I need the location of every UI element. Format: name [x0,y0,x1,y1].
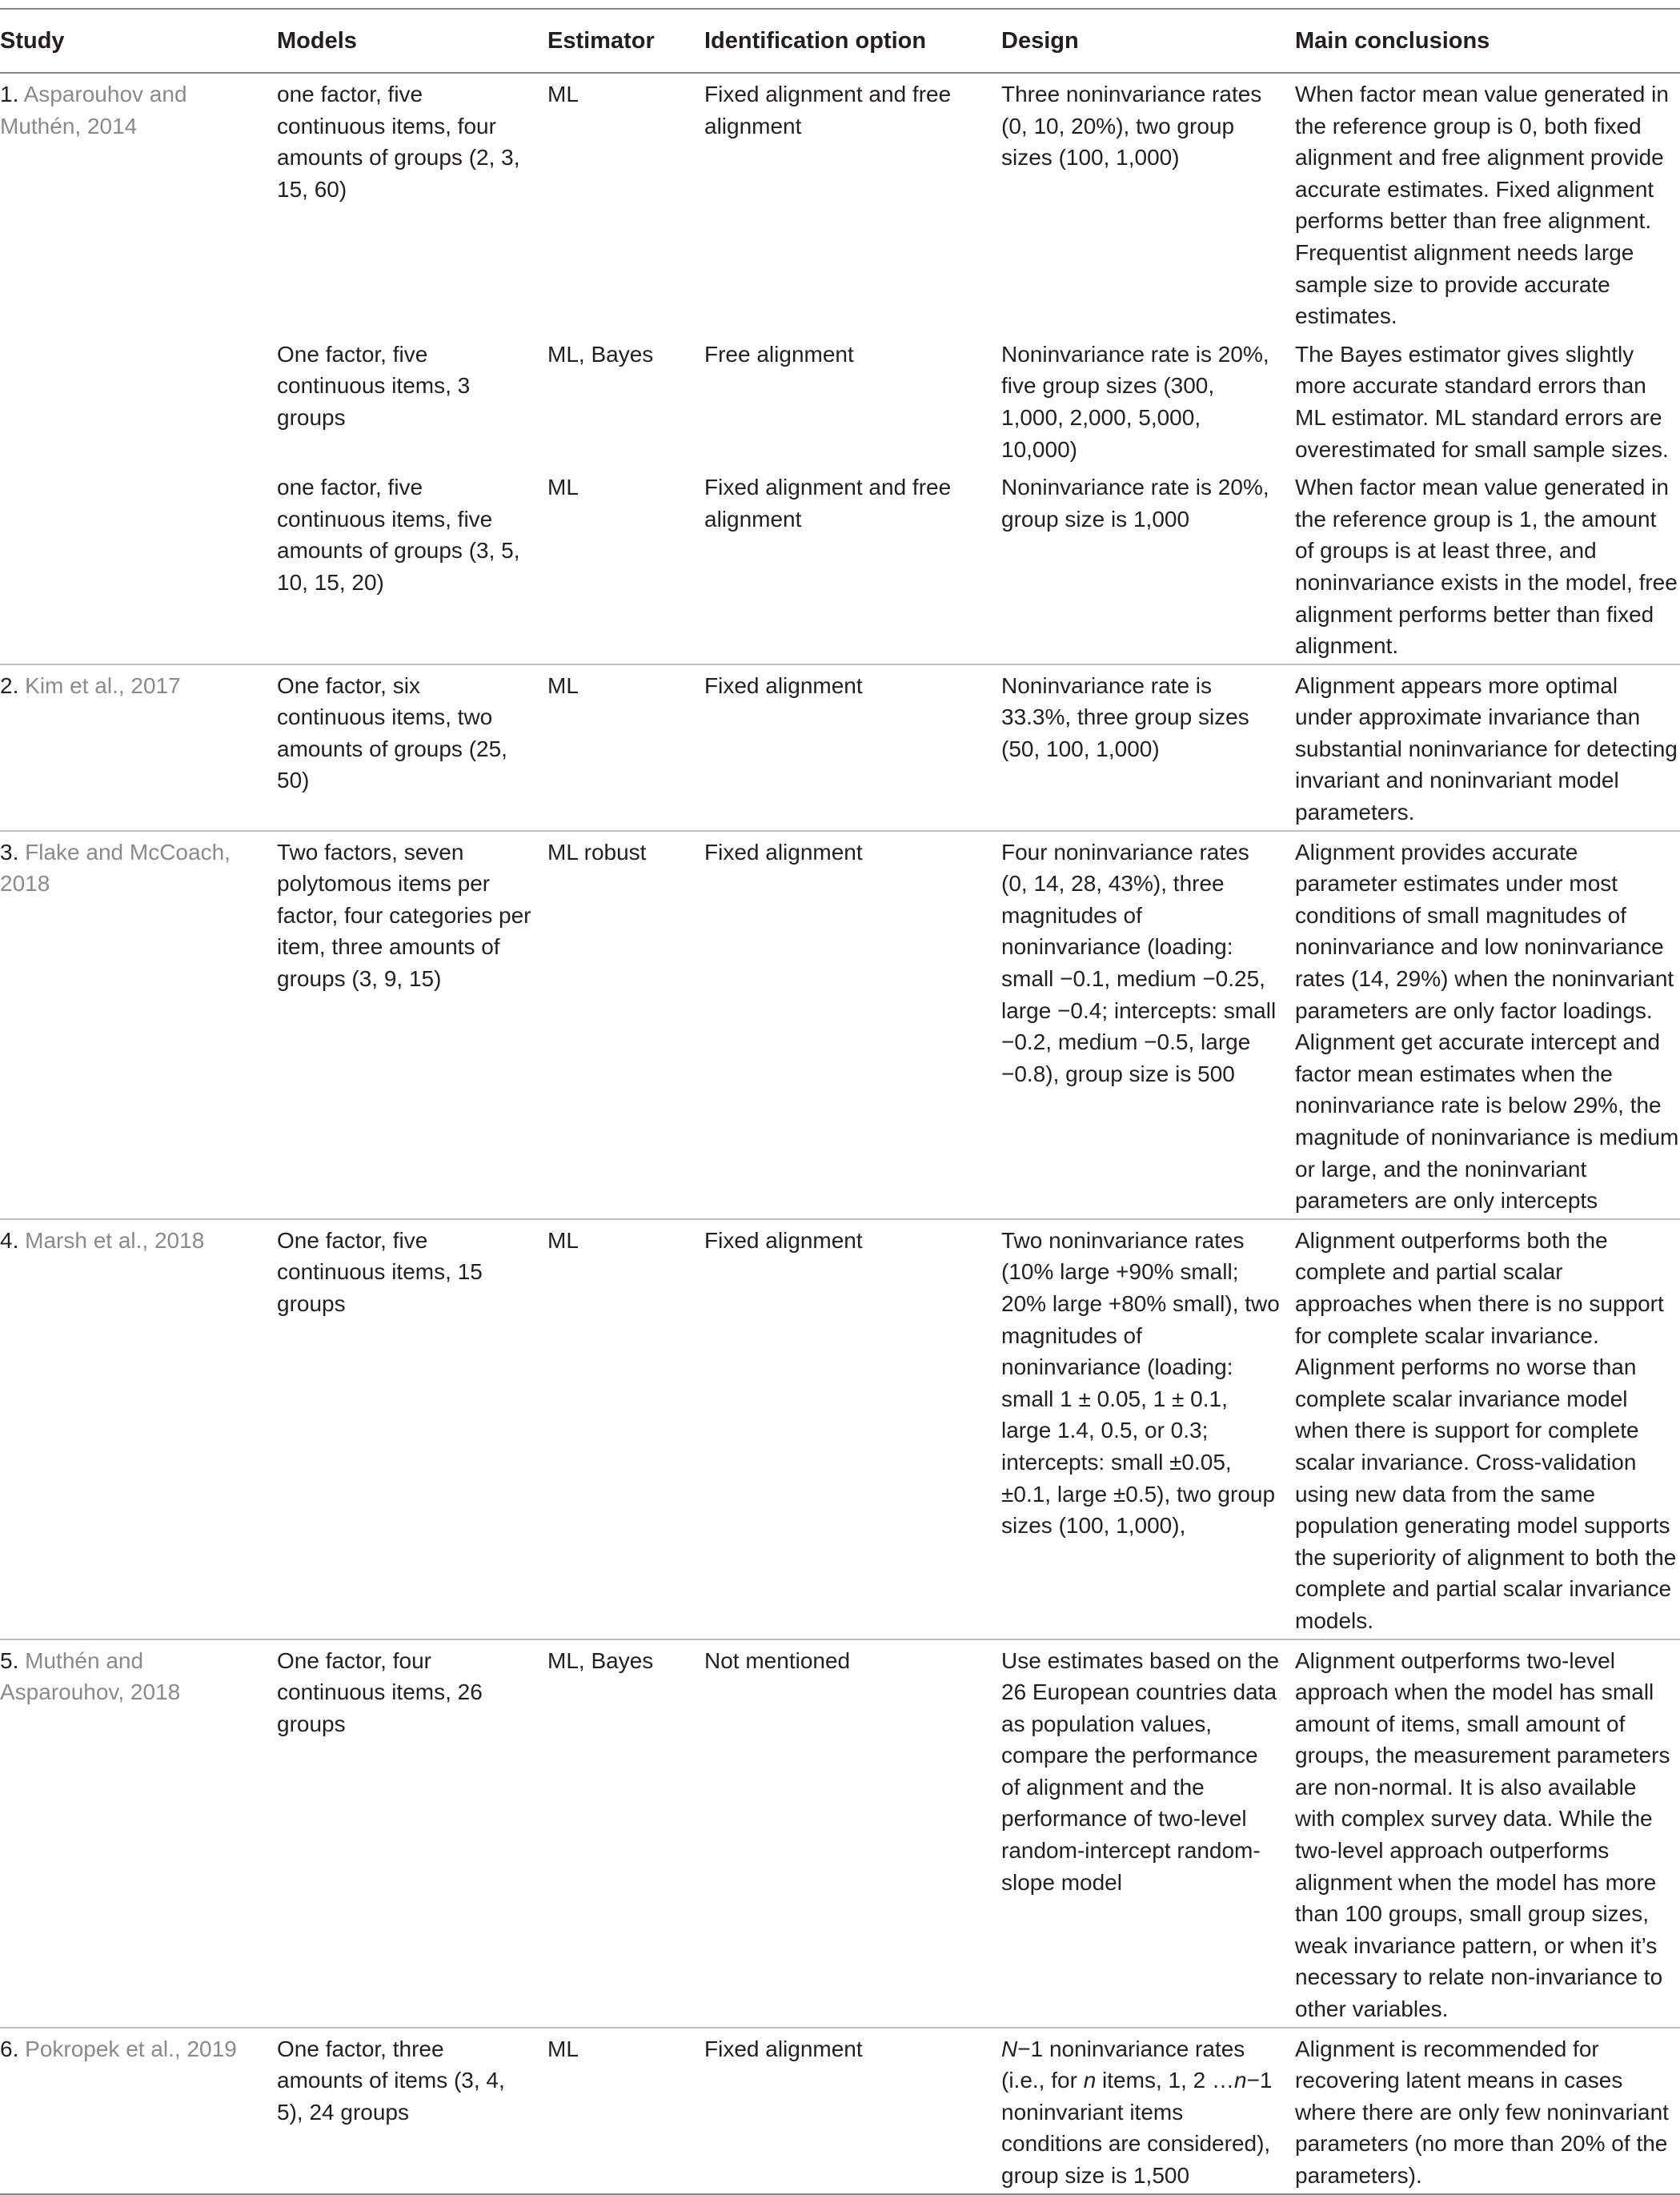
review-table [0,8,1680,2195]
study-cell [0,1639,277,2028]
header-identification: Identification option [704,9,1001,73]
header-design: Design [1001,9,1295,73]
study-cell [0,664,277,831]
conclusions-cell [1295,664,1680,831]
estimator-cell [547,831,704,1219]
study-number: 5. [0,1647,19,1673]
study-number: 3. [0,839,19,865]
estimator-text: ML, Bayes [547,341,654,367]
models-cell [277,1639,547,2028]
models-text: One factor, five continuous items, 3 groups [277,341,471,430]
identification-text: Fixed alignment and free alignment [704,82,952,138]
identification-text: Fixed alignment and free alignment [704,475,952,532]
header-study: Study [0,9,277,73]
estimator-cell [547,1639,704,2028]
estimator-text: ML [547,475,579,500]
identification-cell [704,467,1001,664]
models-text: One factor, three amounts of items (3, 4, 5), 24 groups [277,2036,505,2125]
header-models: Models [277,9,547,73]
identification-cell [704,831,1001,1219]
study-cell [0,73,277,334]
study-cell [0,1219,277,1639]
conclusions-text: Alignment provides accurate parameter estimates under most conditions of small magnitudes of noninvariance and low noninvariance rates (14, 29%) when the noninvariant parameters are only factor loadings. Alignment get accurate intercept and factor mean estimates when the noninvariance rate is below 29%, the magnitude of noninvariance is medium or large, and the noninvariant parameters are only intercepts [1295,839,1679,1214]
conclusions-text: Alignment outperforms both the complete and partial scalar approaches when there is no support for complete scalar invariance. Alignment performs no worse than complete scalar invariance model when there is support for complete scalar invariance. Cross-validation using new data from the same population generating model supports the superiority of alignment to both the complete and partial scalar invariance models. [1295,1227,1677,1633]
identification-text: Fixed alignment [704,1227,863,1253]
study-number: 2. [0,672,19,698]
conclusions-cell [1295,467,1680,664]
conclusions-cell [1295,1639,1680,2028]
conclusions-cell [1295,334,1680,467]
design-part: −1 noninvariance rates (i.e., for [1001,2036,1245,2093]
table-row [0,1639,1680,2028]
table-row [0,2028,1680,2194]
identification-text: Not mentioned [704,1647,851,1673]
models-text: One factor, six continuous items, two amounts of groups (25, 50) [277,672,507,793]
design-variable-n: n [1234,2068,1247,2093]
study-citation-link[interactable]: Asparouhov and Muthén, 2014 [0,82,187,138]
header-conclusions: Main conclusions [1295,9,1680,73]
table-header [0,9,1680,73]
design-cell [1001,73,1295,334]
models-cell [277,73,547,334]
study-citation-link[interactable]: Muthén and Asparouhov, 2018 [0,1647,181,1705]
identification-cell [704,2028,1001,2194]
study-cell [0,831,277,1219]
study-citation-link[interactable]: Flake and McCoach, 2018 [0,839,231,897]
table-row [0,467,1680,664]
design-cell [1001,2028,1295,2194]
models-cell [277,467,547,664]
design-cell [1001,831,1295,1219]
design-text [1001,2033,1295,2192]
models-cell [277,2028,547,2194]
design-cell [1001,334,1295,467]
study-cell [0,334,277,467]
estimator-cell [547,467,704,664]
table-row [0,73,1680,334]
header-estimator: Estimator [547,9,704,73]
identification-text: Fixed alignment [704,2036,863,2061]
conclusions-text: The Bayes estimator gives slightly more accurate standard errors than ML estimator. ML standard errors are overestimated for small sample sizes. [1295,341,1669,462]
design-cell [1001,664,1295,831]
study-number: 1. [0,82,19,106]
conclusions-cell [1295,2028,1680,2194]
identification-cell [704,334,1001,467]
design-text: Four noninvariance rates (0, 14, 28, 43%), three magnitudes of noninvariance (loading: small −0.1, medium −0.25, large −0.4; intercepts: small −0.2, medium −0.5, large −0.8), group size is 500 [1001,839,1277,1086]
design-text: Noninvariance rate is 20%, group size is 1,000 [1001,475,1269,532]
identification-text: Fixed alignment [704,672,863,698]
study-cell [0,467,277,664]
conclusions-cell [1295,1219,1680,1639]
design-text: Noninvariance rate is 33.3%, three group sizes (50, 100, 1,000) [1001,672,1249,761]
models-cell [277,664,547,831]
identification-text: Fixed alignment [704,839,863,865]
identification-cell [704,1219,1001,1639]
design-text: Noninvariance rate is 20%, five group sizes (300, 1,000, 2,000, 5,000, 10,000) [1001,341,1269,462]
identification-text: Free alignment [704,341,854,367]
estimator-text: ML [547,1227,579,1253]
estimator-text: ML [547,82,579,106]
models-cell [277,1219,547,1639]
estimator-text: ML, Bayes [547,1647,654,1673]
models-cell [277,831,547,1219]
table-body [0,73,1680,2194]
models-text: One factor, four continuous items, 26 groups [277,1647,483,1736]
design-part: −1 noninvariant items conditions are considered), group size is 1,500 [1001,2068,1273,2188]
identification-cell [704,1639,1001,2028]
table-row [0,664,1680,831]
study-citation-link[interactable]: Marsh et al., 2018 [25,1227,205,1253]
table-row [0,334,1680,467]
conclusions-text: Alignment is recommended for recovering latent means in cases where there are only few noninvariant parameters (no more than 20% of the parameters). [1295,2036,1669,2188]
header-row [0,9,1680,73]
conclusions-text: Alignment appears more optimal under approximate invariance than substantial noninvariance for detecting invariant and noninvariant model parameters. [1295,672,1678,825]
study-number: 6. [0,2036,19,2061]
design-text: Two noninvariance rates (10% large +90% small; 20% large +80% small), two magnitudes of noninvariance (loading: small 1 ± 0.05, 1 ± 0.1, large 1.4, 0.5, or 0.3; intercepts: small ±0.05, ±0.1, large ±0.5), two group sizes (100, 1,000), [1001,1227,1280,1539]
design-part: items, 1, 2 … [1096,2068,1234,2093]
estimator-cell [547,664,704,831]
estimator-text: ML [547,2036,579,2061]
table-row [0,1219,1680,1639]
conclusions-cell [1295,831,1680,1219]
estimator-cell [547,2028,704,2194]
identification-cell [704,664,1001,831]
study-citation-link[interactable]: Kim et al., 2017 [25,672,181,698]
design-cell [1001,467,1295,664]
conclusions-text: When factor mean value generated in the reference group is 0, both fixed alignment and free alignment provide accurate estimates. Fixed alignment performs better than free alignment. Frequentist alignment needs large sample size to provide accurate estimates. [1295,82,1669,329]
study-number: 4. [0,1227,19,1253]
design-text: Three noninvariance rates (0, 10, 20%), two group sizes (100, 1,000) [1001,82,1262,171]
conclusions-text: When factor mean value generated in the reference group is 1, the amount of groups is at least three, and noninvariance exists in the model, free alignment performs better than fixed alignment. [1295,475,1678,659]
design-variable-N: N [1001,2036,1018,2061]
design-cell [1001,1639,1295,2028]
design-cell [1001,1219,1295,1639]
models-text: one factor, five continuous items, four amounts of groups (2, 3, 15, 60) [277,82,520,202]
models-text: Two factors, seven polytomous items per factor, four categories per item, three amounts of groups (3, 9, 15) [277,839,531,992]
estimator-cell [547,1219,704,1639]
conclusions-cell [1295,73,1680,334]
estimator-text: ML robust [547,839,647,865]
estimator-text: ML [547,672,579,698]
models-text: one factor, five continuous items, five amounts of groups (3, 5, 10, 15, 20) [277,475,520,595]
study-citation-link[interactable]: Pokropek et al., 2019 [25,2036,237,2061]
conclusions-text: Alignment outperforms two-level approach when the model has small amount of items, small amount of groups, the measurement parameters are non-normal. It is also available with complex survey data. While the two-level approach outperforms alignment when the model has more than 100 groups, small group sizes, weak invariance pattern, or when it’s necessary to relate non-invariance to other variables. [1295,1647,1670,2022]
models-text: One factor, five continuous items, 15 groups [277,1227,483,1316]
estimator-cell [547,73,704,334]
table-row [0,831,1680,1219]
models-cell [277,334,547,467]
estimator-cell [547,334,704,467]
study-cell [0,2028,277,2194]
design-variable-n: n [1083,2068,1097,2093]
design-text: Use estimates based on the 26 European countries data as population values, compare the performance of alignment and the performance of two-level random-intercept random-slope model [1001,1647,1280,1895]
identification-cell [704,73,1001,334]
